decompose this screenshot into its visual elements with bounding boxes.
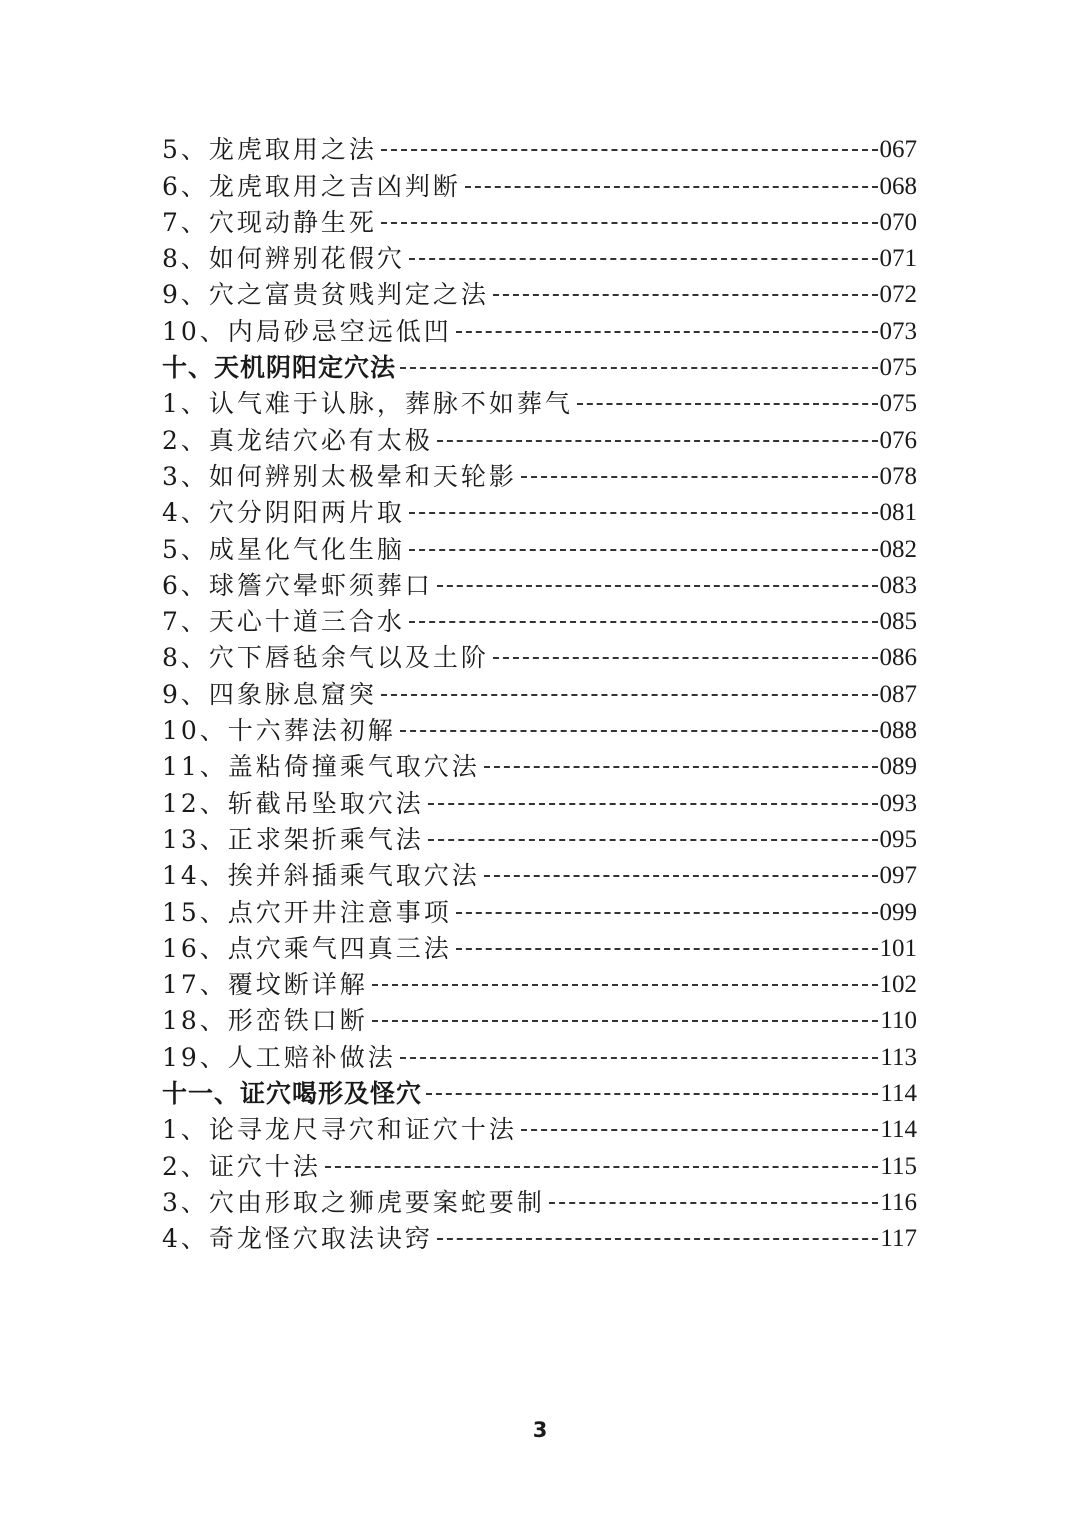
toc-entry xyxy=(162,967,917,1003)
toc-entry xyxy=(162,931,917,967)
toc-entry-title: 4、奇龙怪穴取法诀窍 xyxy=(162,1224,433,1254)
dot-leader xyxy=(381,149,878,151)
toc-entry-page: 072 xyxy=(879,281,917,309)
toc-entry-title: 19、人工赔补做法 xyxy=(162,1042,396,1072)
dot-leader xyxy=(456,912,878,914)
toc-entry-title: 十一、证穴喝形及怪穴 xyxy=(162,1079,423,1109)
dot-leader xyxy=(493,657,878,659)
toc-entry-title: 2、真龙结穴必有太极 xyxy=(162,425,433,455)
toc-entry-title: 14、挨并斜插乘气取穴法 xyxy=(162,861,480,891)
toc-entry-page: 081 xyxy=(879,499,917,527)
toc-entry-page: 075 xyxy=(879,354,917,382)
dot-leader xyxy=(381,694,878,696)
toc-entry-title: 11、盖粘倚撞乘气取穴法 xyxy=(162,752,480,782)
toc-entry-title: 9、穴之富贵贫贱判定之法 xyxy=(162,280,489,310)
dot-leader xyxy=(325,1166,879,1168)
dot-leader xyxy=(400,367,877,369)
dot-leader xyxy=(465,186,878,188)
toc-entry-page: 102 xyxy=(879,971,917,999)
toc-entry-title: 12、斩截吊坠取穴法 xyxy=(162,788,424,818)
dot-leader xyxy=(409,549,878,551)
page-number: 3 xyxy=(532,1418,548,1442)
dot-leader xyxy=(437,440,878,442)
table-of-contents xyxy=(162,132,917,1257)
dot-leader xyxy=(409,512,878,514)
toc-entry xyxy=(162,386,917,422)
toc-entry-title: 15、点穴开井注意事项 xyxy=(162,897,452,927)
toc-entry-page: 085 xyxy=(879,608,917,636)
dot-leader xyxy=(521,1129,879,1131)
toc-entry-page: 067 xyxy=(879,136,917,164)
toc-entry xyxy=(162,459,917,495)
toc-entry xyxy=(162,168,917,204)
toc-entry-page: 115 xyxy=(880,1152,917,1180)
toc-entry-title: 16、点穴乘气四真三法 xyxy=(162,933,452,963)
toc-entry-page: 070 xyxy=(879,208,917,236)
toc-entry xyxy=(162,676,917,712)
toc-entry xyxy=(162,1039,917,1075)
toc-entry-page: 093 xyxy=(879,789,917,817)
toc-entry xyxy=(162,313,917,349)
toc-entry xyxy=(162,1003,917,1039)
toc-entry-page: 116 xyxy=(880,1188,917,1216)
toc-entry xyxy=(162,495,917,531)
toc-entry-title: 6、龙虎取用之吉凶判断 xyxy=(162,171,461,201)
toc-entry xyxy=(162,1221,917,1257)
dot-leader xyxy=(456,331,878,333)
toc-entry xyxy=(162,277,917,313)
toc-entry xyxy=(162,205,917,241)
toc-entry-title: 17、覆坟断详解 xyxy=(162,970,368,1000)
toc-entry-page: 078 xyxy=(879,462,917,490)
toc-entry-page: 114 xyxy=(880,1080,917,1108)
dot-leader xyxy=(428,803,878,805)
toc-entry xyxy=(162,604,917,640)
toc-entry xyxy=(162,749,917,785)
toc-entry-title: 10、内局砂忌空远低凹 xyxy=(162,316,452,346)
dot-leader xyxy=(409,621,878,623)
dot-leader xyxy=(456,948,878,950)
toc-entry-page: 099 xyxy=(879,898,917,926)
toc-entry-title: 5、龙虎取用之法 xyxy=(162,135,377,165)
toc-entry-title: 5、成星化气化生脑 xyxy=(162,534,405,564)
dot-leader xyxy=(521,476,878,478)
toc-entry-title: 1、认气难于认脉，葬脉不如葬气 xyxy=(162,389,573,419)
toc-entry-page: 089 xyxy=(879,753,917,781)
toc-entry-title: 9、四象脉息窟突 xyxy=(162,679,377,709)
dot-leader xyxy=(400,730,878,732)
dot-leader xyxy=(372,984,878,986)
toc-entry-page: 110 xyxy=(880,1007,917,1035)
dot-leader xyxy=(400,1057,879,1059)
toc-entry-page: 073 xyxy=(879,317,917,345)
dot-leader xyxy=(577,403,878,405)
dot-leader xyxy=(381,222,878,224)
toc-entry-page: 088 xyxy=(879,717,917,745)
toc-entry xyxy=(162,241,917,277)
toc-entry-title: 十、天机阴阳定穴法 xyxy=(162,353,397,383)
toc-entry-page: 086 xyxy=(879,644,917,672)
toc-entry xyxy=(162,822,917,858)
toc-entry-title: 7、穴现动静生死 xyxy=(162,207,377,237)
toc-entry xyxy=(162,568,917,604)
dot-leader xyxy=(372,1020,879,1022)
toc-entry xyxy=(162,531,917,567)
toc-entry-page: 114 xyxy=(880,1116,917,1144)
toc-entry-title: 13、正求架折乘气法 xyxy=(162,824,424,854)
dot-leader xyxy=(493,294,878,296)
toc-entry xyxy=(162,1148,917,1184)
dot-leader xyxy=(409,258,878,260)
toc-entry-page: 082 xyxy=(879,535,917,563)
toc-entry xyxy=(162,894,917,930)
toc-entry-title: 2、证穴十法 xyxy=(162,1151,321,1181)
toc-entry-page: 087 xyxy=(879,680,917,708)
dot-leader xyxy=(437,1238,879,1240)
toc-entry-page: 097 xyxy=(879,862,917,890)
dot-leader xyxy=(549,1202,879,1204)
toc-entry-title: 6、球簷穴晕虾须葬口 xyxy=(162,570,433,600)
toc-entry-page: 095 xyxy=(879,825,917,853)
toc-entry xyxy=(162,422,917,458)
toc-entry-title: 8、如何辨别花假穴 xyxy=(162,244,405,274)
toc-entry-title: 1、论寻龙尺寻穴和证穴十法 xyxy=(162,1115,517,1145)
toc-entry-title: 10、十六葬法初解 xyxy=(162,716,396,746)
toc-entry-page: 117 xyxy=(880,1225,917,1253)
toc-entry xyxy=(162,713,917,749)
toc-entry-title: 8、穴下唇毡余气以及土阶 xyxy=(162,643,489,673)
toc-entry-page: 075 xyxy=(879,390,917,418)
toc-entry-page: 071 xyxy=(879,245,917,273)
toc-entry-title: 18、形峦铁口断 xyxy=(162,1006,368,1036)
toc-entry-page: 101 xyxy=(879,934,917,962)
toc-entry-page: 076 xyxy=(879,426,917,454)
dot-leader xyxy=(484,875,878,877)
dot-leader xyxy=(437,585,878,587)
toc-entry-title: 3、穴由形取之狮虎要案蛇要制 xyxy=(162,1187,545,1217)
toc-entry xyxy=(162,132,917,168)
toc-entry-title: 4、穴分阴阳两片取 xyxy=(162,498,405,528)
toc-entry xyxy=(162,858,917,894)
toc-entry xyxy=(162,785,917,821)
toc-entry xyxy=(162,640,917,676)
toc-entry-title: 7、天心十道三合水 xyxy=(162,607,405,637)
toc-section-heading xyxy=(162,350,917,386)
toc-entry xyxy=(162,1185,917,1221)
toc-entry-page: 068 xyxy=(879,172,917,200)
toc-entry-page: 113 xyxy=(880,1043,917,1071)
toc-entry xyxy=(162,1112,917,1148)
toc-entry-page: 083 xyxy=(879,571,917,599)
toc-section-heading xyxy=(162,1076,917,1112)
toc-entry-title: 3、如何辨别太极晕和天轮影 xyxy=(162,461,517,491)
dot-leader xyxy=(484,766,878,768)
dot-leader xyxy=(428,839,878,841)
dot-leader xyxy=(426,1093,878,1095)
